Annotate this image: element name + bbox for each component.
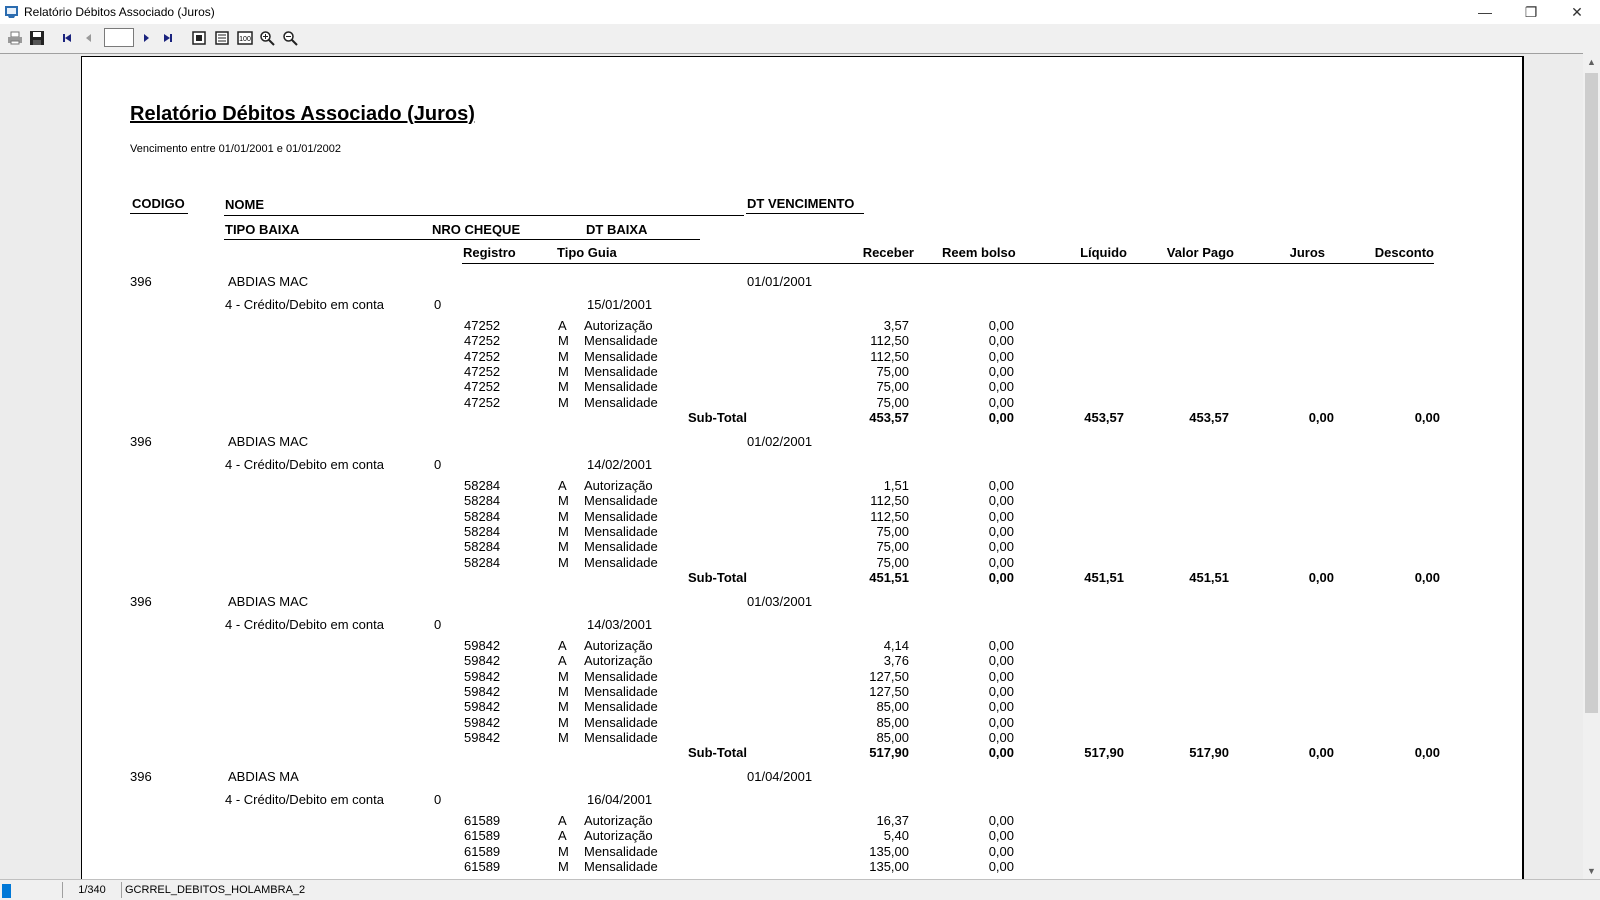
row-reembolso: 0,00 [988, 508, 1014, 524]
group-nro-cheque: 0 [434, 792, 442, 807]
row-guia: Mensalidade [584, 363, 658, 379]
header-tipo-baixa: TIPO BAIXA [225, 222, 300, 237]
row-receber: 112,50 [870, 493, 909, 509]
row-registro: 58284 [464, 493, 501, 509]
row-guia: Mensalidade [584, 683, 658, 699]
row-tipo: A [558, 828, 567, 844]
report-name: GCRREL_DEBITOS_HOLAMBRA_2 [121, 882, 305, 898]
group-tipo-baixa: 4 - Crédito/Debito em conta [225, 457, 384, 472]
group-nome: ABDIAS MAC [228, 594, 309, 609]
svg-text:100: 100 [239, 36, 251, 43]
toolbar [0, 24, 1600, 52]
row-registro: 59842 [464, 729, 501, 745]
row-registro: 59842 [464, 638, 501, 653]
row-registro: 58284 [464, 523, 501, 539]
row-reembolso: 0,00 [988, 729, 1014, 745]
zoom-in-icon[interactable] [257, 28, 277, 48]
row-receber: 75,00 [876, 363, 909, 379]
row-guia: Autorização [584, 318, 653, 333]
print-icon[interactable] [5, 28, 25, 48]
row-receber: 75,00 [876, 394, 909, 410]
report-viewport[interactable] [0, 53, 1583, 879]
row-reembolso: 0,00 [988, 478, 1014, 493]
row-reembolso: 0,00 [988, 843, 1014, 859]
status-bar [0, 879, 1600, 900]
group-nro-cheque: 0 [434, 457, 442, 472]
header-valor-pago: Valor Pago [1166, 245, 1234, 260]
group-dt-vencimento: 01/04/2001 [747, 769, 813, 784]
row-registro: 59842 [464, 668, 501, 684]
report-title: Relatório Débitos Associado (Juros) [130, 103, 475, 125]
row-reembolso: 0,00 [988, 813, 1014, 828]
row-tipo: M [558, 843, 569, 859]
row-registro: 47252 [464, 348, 501, 364]
header-line [746, 213, 864, 214]
group-tipo-baixa: 4 - Crédito/Debito em conta [225, 617, 384, 632]
row-tipo: M [558, 714, 569, 730]
subtotal-valor-pago: 453,57 [1189, 409, 1229, 425]
row-registro: 61589 [464, 813, 501, 828]
last-page-icon[interactable] [158, 28, 178, 48]
group-tipo-baixa: 4 - Crédito/Debito em conta [225, 297, 384, 312]
row-receber: 85,00 [876, 729, 909, 745]
header-codigo: CODIGO [132, 196, 185, 211]
first-page-icon[interactable] [57, 28, 77, 48]
header-line [462, 263, 1434, 264]
header-line [130, 213, 188, 214]
whole-page-icon[interactable] [189, 28, 209, 48]
group-dt-baixa: 16/04/2001 [587, 792, 653, 807]
report-subtitle: Vencimento entre 01/01/2001 e 01/01/2002 [130, 143, 342, 155]
row-registro: 61589 [464, 843, 501, 859]
row-registro: 58284 [464, 539, 501, 555]
row-receber: 112,50 [870, 508, 909, 524]
row-registro: 58284 [464, 478, 501, 493]
group-dt-vencimento: 01/03/2001 [747, 594, 813, 609]
subtotal-desconto: 0,00 [1414, 745, 1440, 761]
row-tipo: M [558, 729, 569, 745]
subtotal-reembolso: 0,00 [988, 569, 1014, 585]
subtotal-juros: 0,00 [1308, 409, 1334, 425]
row-reembolso: 0,00 [988, 653, 1014, 669]
row-guia: Mensalidade [584, 333, 658, 349]
row-reembolso: 0,00 [988, 318, 1014, 333]
page-width-icon[interactable] [212, 28, 232, 48]
subtotal-label: Sub-Total [688, 409, 747, 425]
header-nome: NOME [225, 197, 264, 212]
group-codigo: 396 [130, 594, 152, 609]
row-receber: 127,50 [869, 683, 909, 699]
row-guia: Mensalidade [584, 493, 658, 509]
subtotal-liquido: 517,90 [1084, 745, 1124, 761]
row-guia: Mensalidade [584, 508, 658, 524]
row-receber: 1,51 [883, 478, 909, 493]
group-codigo: 396 [130, 434, 152, 449]
row-tipo: M [558, 539, 569, 555]
group-dt-baixa: 15/01/2001 [587, 297, 653, 312]
row-reembolso: 0,00 [988, 394, 1014, 410]
row-guia: Autorização [584, 813, 653, 828]
row-receber: 112,50 [870, 348, 909, 364]
title-bar [0, 0, 1600, 24]
row-guia: Autorização [584, 653, 653, 669]
page-number-input[interactable] [104, 28, 134, 47]
row-receber: 127,50 [869, 668, 909, 684]
row-guia: Mensalidade [584, 699, 658, 715]
subtotal-desconto: 0,00 [1414, 569, 1440, 585]
row-tipo: A [558, 638, 567, 653]
header-nro-cheque: NRO CHEQUE [432, 222, 521, 237]
row-guia: Mensalidade [584, 843, 658, 859]
row-receber: 135,00 [869, 858, 909, 874]
subtotal-receber: 517,90 [869, 745, 909, 761]
row-receber: 135,00 [869, 843, 909, 859]
row-tipo: M [558, 683, 569, 699]
row-reembolso: 0,00 [988, 554, 1014, 570]
subtotal-reembolso: 0,00 [988, 745, 1014, 761]
row-reembolso: 0,00 [988, 539, 1014, 555]
row-tipo: M [558, 668, 569, 684]
row-tipo: A [558, 318, 567, 333]
row-guia: Autorização [584, 478, 653, 493]
row-registro: 59842 [464, 653, 501, 669]
row-receber: 85,00 [876, 714, 909, 730]
header-registro: Registro [463, 245, 516, 260]
header-line [224, 239, 700, 240]
row-registro: 59842 [464, 699, 501, 715]
row-tipo: A [558, 653, 567, 669]
vertical-scrollbar[interactable] [1583, 53, 1600, 879]
subtotal-juros: 0,00 [1308, 745, 1334, 761]
row-reembolso: 0,00 [988, 699, 1014, 715]
row-tipo: A [558, 813, 567, 828]
header-desconto: Desconto [1374, 245, 1434, 260]
row-receber: 4,14 [883, 638, 909, 653]
subtotal-valor-pago: 517,90 [1189, 745, 1229, 761]
header-reembolso: Reem bolso [942, 245, 1016, 260]
row-tipo: M [558, 858, 569, 874]
row-guia: Mensalidade [584, 379, 658, 395]
row-registro: 58284 [464, 554, 501, 570]
restore-button[interactable]: ❐ [1524, 3, 1538, 20]
row-receber: 3,76 [883, 653, 909, 669]
group-nome: ABDIAS MAC [228, 274, 309, 289]
row-receber: 75,00 [876, 379, 909, 395]
group-nome: ABDIAS MA [228, 769, 299, 784]
subtotal-valor-pago: 451,51 [1189, 569, 1229, 585]
zoom-100-icon[interactable] [235, 28, 255, 48]
row-receber: 75,00 [876, 554, 909, 570]
row-reembolso: 0,00 [988, 523, 1014, 539]
subtotal-liquido: 451,51 [1084, 569, 1124, 585]
row-registro: 47252 [464, 363, 501, 379]
row-registro: 59842 [464, 683, 501, 699]
subtotal-desconto: 0,00 [1414, 409, 1440, 425]
report-page [81, 56, 1524, 879]
subtotal-receber: 451,51 [869, 569, 909, 585]
header-dt-baixa: DT BAIXA [586, 222, 648, 237]
row-guia: Autorização [584, 638, 653, 653]
minimize-button[interactable]: — [1478, 4, 1492, 20]
row-guia: Mensalidade [584, 714, 658, 730]
scroll-up-icon[interactable]: ▲ [1587, 56, 1596, 67]
row-reembolso: 0,00 [988, 828, 1014, 844]
group-codigo: 396 [130, 274, 152, 289]
row-reembolso: 0,00 [988, 858, 1014, 874]
row-tipo: M [558, 508, 569, 524]
subtotal-receber: 453,57 [869, 409, 909, 425]
row-registro: 47252 [464, 333, 501, 349]
row-guia: Mensalidade [584, 729, 658, 745]
row-tipo: M [558, 333, 569, 349]
row-receber: 16,37 [876, 813, 909, 828]
row-registro: 59842 [464, 714, 501, 730]
row-tipo: M [558, 493, 569, 509]
subtotal-label: Sub-Total [688, 745, 747, 761]
row-guia: Mensalidade [584, 668, 658, 684]
page-count: 1/340 [62, 882, 121, 898]
row-reembolso: 0,00 [988, 638, 1014, 653]
window-title: Relatório Débitos Associado (Juros) [24, 5, 215, 19]
row-reembolso: 0,00 [988, 348, 1014, 364]
row-tipo: M [558, 348, 569, 364]
row-reembolso: 0,00 [988, 683, 1014, 699]
group-dt-vencimento: 01/01/2001 [747, 274, 813, 289]
group-nro-cheque: 0 [434, 617, 442, 632]
zoom-out-icon[interactable] [280, 28, 300, 48]
status-indicator [2, 884, 11, 898]
row-receber: 75,00 [876, 539, 909, 555]
group-codigo: 396 [130, 769, 152, 784]
row-guia: Autorização [584, 828, 653, 844]
close-button[interactable]: ✕ [1571, 3, 1583, 20]
row-registro: 58284 [464, 508, 501, 524]
row-registro: 47252 [464, 394, 501, 410]
next-page-icon[interactable] [136, 28, 156, 48]
header-dt-vencimento: DT VENCIMENTO [747, 196, 855, 211]
row-receber: 3,57 [883, 318, 909, 333]
group-dt-baixa: 14/02/2001 [587, 457, 653, 472]
row-guia: Mensalidade [584, 394, 658, 410]
row-tipo: M [558, 394, 569, 410]
row-guia: Mensalidade [584, 554, 658, 570]
row-reembolso: 0,00 [988, 333, 1014, 349]
row-registro: 61589 [464, 828, 501, 844]
subtotal-reembolso: 0,00 [988, 409, 1014, 425]
row-reembolso: 0,00 [988, 493, 1014, 509]
row-reembolso: 0,00 [988, 363, 1014, 379]
row-registro: 61589 [464, 858, 501, 874]
group-nro-cheque: 0 [434, 297, 442, 312]
row-tipo: M [558, 379, 569, 395]
group-dt-vencimento: 01/02/2001 [747, 434, 813, 449]
row-guia: Mensalidade [584, 858, 658, 874]
subtotal-label: Sub-Total [688, 569, 747, 585]
group-dt-baixa: 14/03/2001 [587, 617, 653, 632]
header-line [224, 215, 744, 216]
row-tipo: A [558, 478, 567, 493]
scroll-thumb[interactable] [1585, 73, 1598, 713]
row-guia: Mensalidade [584, 348, 658, 364]
row-reembolso: 0,00 [988, 714, 1014, 730]
scroll-down-icon[interactable]: ▼ [1587, 865, 1596, 876]
row-registro: 47252 [464, 318, 501, 333]
header-juros: Juros [1289, 245, 1325, 260]
row-tipo: M [558, 699, 569, 715]
row-receber: 85,00 [876, 699, 909, 715]
subtotal-juros: 0,00 [1308, 569, 1334, 585]
row-registro: 47252 [464, 379, 501, 395]
prev-page-icon[interactable] [79, 28, 99, 48]
header-liquido: Líquido [1080, 245, 1127, 260]
row-receber: 112,50 [870, 333, 909, 349]
group-tipo-baixa: 4 - Crédito/Debito em conta [225, 792, 384, 807]
header-receber: Receber [862, 245, 914, 260]
row-tipo: M [558, 523, 569, 539]
app-icon [4, 4, 19, 19]
row-tipo: M [558, 363, 569, 379]
group-nome: ABDIAS MAC [228, 434, 309, 449]
row-reembolso: 0,00 [988, 379, 1014, 395]
header-tipo-guia: Tipo Guia [557, 245, 617, 260]
row-guia: Mensalidade [584, 523, 658, 539]
row-reembolso: 0,00 [988, 668, 1014, 684]
row-receber: 75,00 [876, 523, 909, 539]
row-guia: Mensalidade [584, 539, 658, 555]
subtotal-liquido: 453,57 [1084, 409, 1124, 425]
row-receber: 5,40 [883, 828, 909, 844]
row-tipo: M [558, 554, 569, 570]
save-icon[interactable] [27, 28, 47, 48]
